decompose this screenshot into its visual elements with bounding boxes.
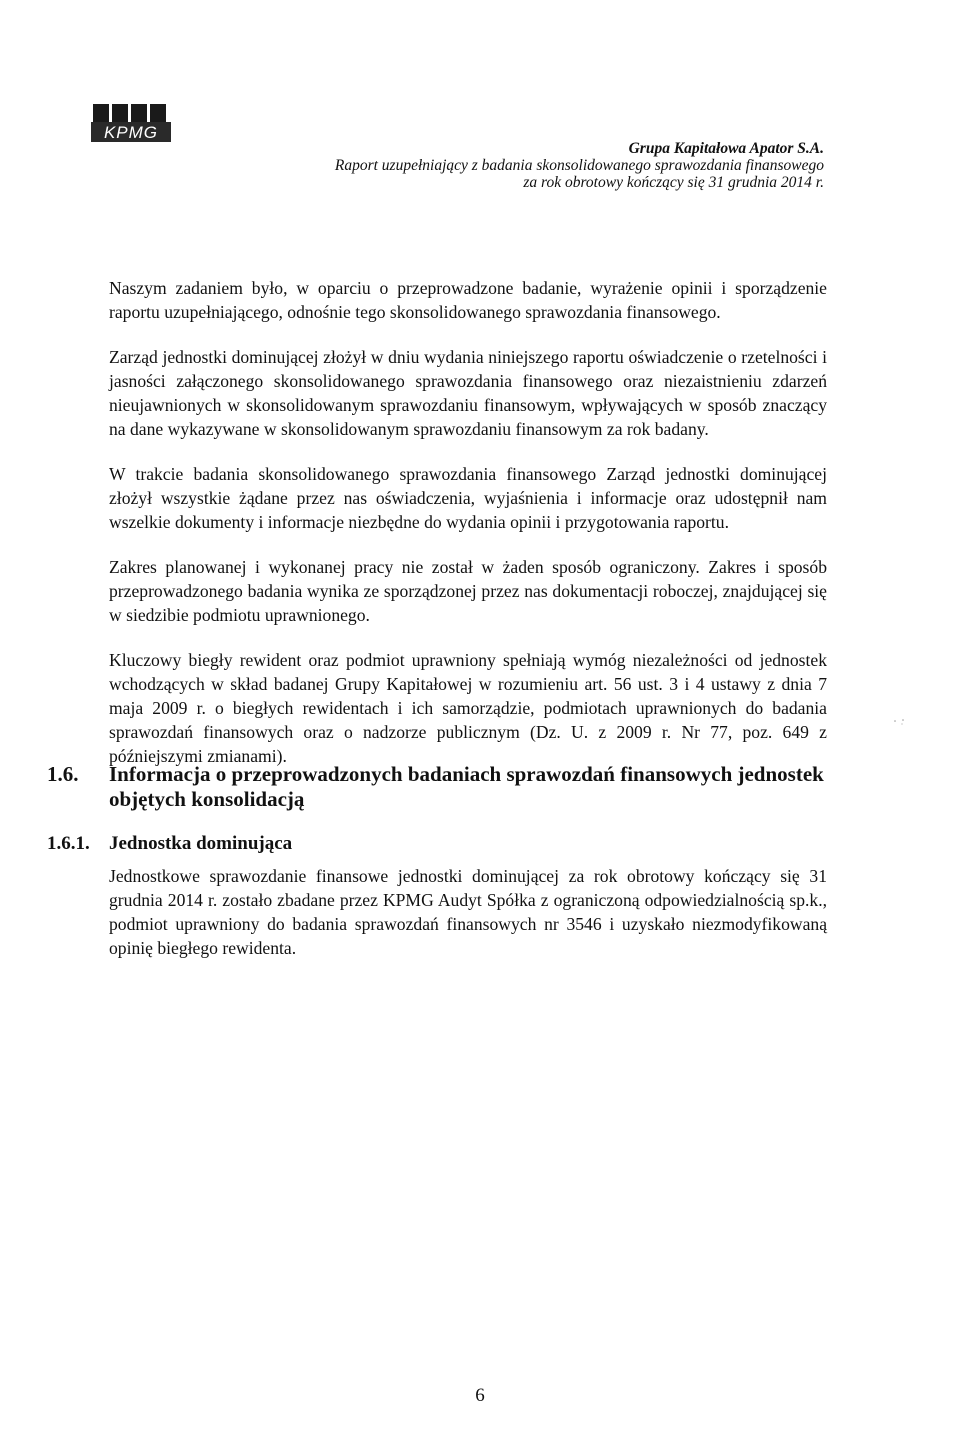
subsection-heading xyxy=(47,832,837,856)
header-company: Grupa Kapitałowa Apator S.A. xyxy=(628,140,824,157)
svg-text:KPMG: KPMG xyxy=(103,123,159,142)
paragraph: Naszym zadaniem było, w oparciu o przeprowadzone badanie, wyrażenie opinii i sporządzenie raportu uzupełniającego, odnośnie tego skonsolidowanego sprawozdania finansowego. xyxy=(109,278,827,322)
section-number: 1.6. xyxy=(47,762,79,786)
section-title: Informacja o przeprowadzonych badaniach sprawozdań finansowych jednostek objętych konsolidacją xyxy=(109,762,824,811)
document-header xyxy=(335,140,824,191)
paragraph: Zakres planowanej i wykonanej pracy nie został w żaden sposób ograniczony. Zakres i sposób przeprowadzonego badania wynika ze sporządzonej przez nas dokumentacji roboczej, znajdującej się w siedzibie podmiotu uprawnionego. xyxy=(109,557,827,625)
page-number: 6 xyxy=(475,1385,485,1406)
subsection-number: 1.6.1. xyxy=(47,833,90,854)
paragraph: Zarząd jednostki dominującej złożył w dniu wydania niniejszego raportu oświadczenie o rzetelności i jasności załączonego skonsolidowanego sprawozdania finansowego oraz niezaistnieniu zdarzeń nieujawnionych w skonsolidowanym sprawozdaniu finansowym, wpływających w sposób znaczący na dane wykazywane w skonsolidowanym sprawozdaniu finansowym za rok badany. xyxy=(109,347,827,439)
main-text xyxy=(109,276,827,789)
header-period: za rok obrotowy kończący się 31 grudnia 2014 r. xyxy=(523,174,824,191)
subsection-title: Jednostka dominująca xyxy=(109,833,293,854)
scan-speck xyxy=(893,714,905,724)
paragraph: Jednostkowe sprawozdanie finansowe jednostki dominującej za rok obrotowy kończący się 31 grudnia 2014 r. zostało zbadane przez KPMG Audyt Spółka z ograniczoną odpowiedzialnością sp.k., podmiot uprawniony do badania sprawozdań finansowych nr 3546 i uzyskało niezmodyfikowaną opinię biegłego rewidenta. xyxy=(109,866,827,958)
paragraph: Kluczowy biegły rewident oraz podmiot uprawniony spełniają wymóg niezależności od jednostek wchodzących w skład badanej Grupy Kapitałowej w rozumieniu art. 56 ust. 3 i 4 ustawy z dnia 7 maja 2009 r. o biegłych rewidentach i ich samorządzie, podmiotach uprawnionych do badania sprawozdań finansowych oraz o nadzorze publicznym (Dz. U. z 2009 r. Nr 77, poz. 649 z późniejszymi zmianami). xyxy=(109,650,827,766)
section-heading xyxy=(47,762,837,812)
subsection-text xyxy=(109,864,827,960)
paragraph: W trakcie badania skonsolidowanego sprawozdania finansowego Zarząd jednostki dominującej złożył wszystkie żądane przez nas oświadczenia, wyjaśnienia i informacje oraz udostępnił nam wszelkie dokumenty i informacje niezbędne do wydania opinii i przygotowania raportu. xyxy=(109,464,827,532)
header-report-title: Raport uzupełniający z badania skonsolidowanego sprawozdania finansowego xyxy=(334,157,824,174)
kpmg-logo xyxy=(91,104,171,144)
